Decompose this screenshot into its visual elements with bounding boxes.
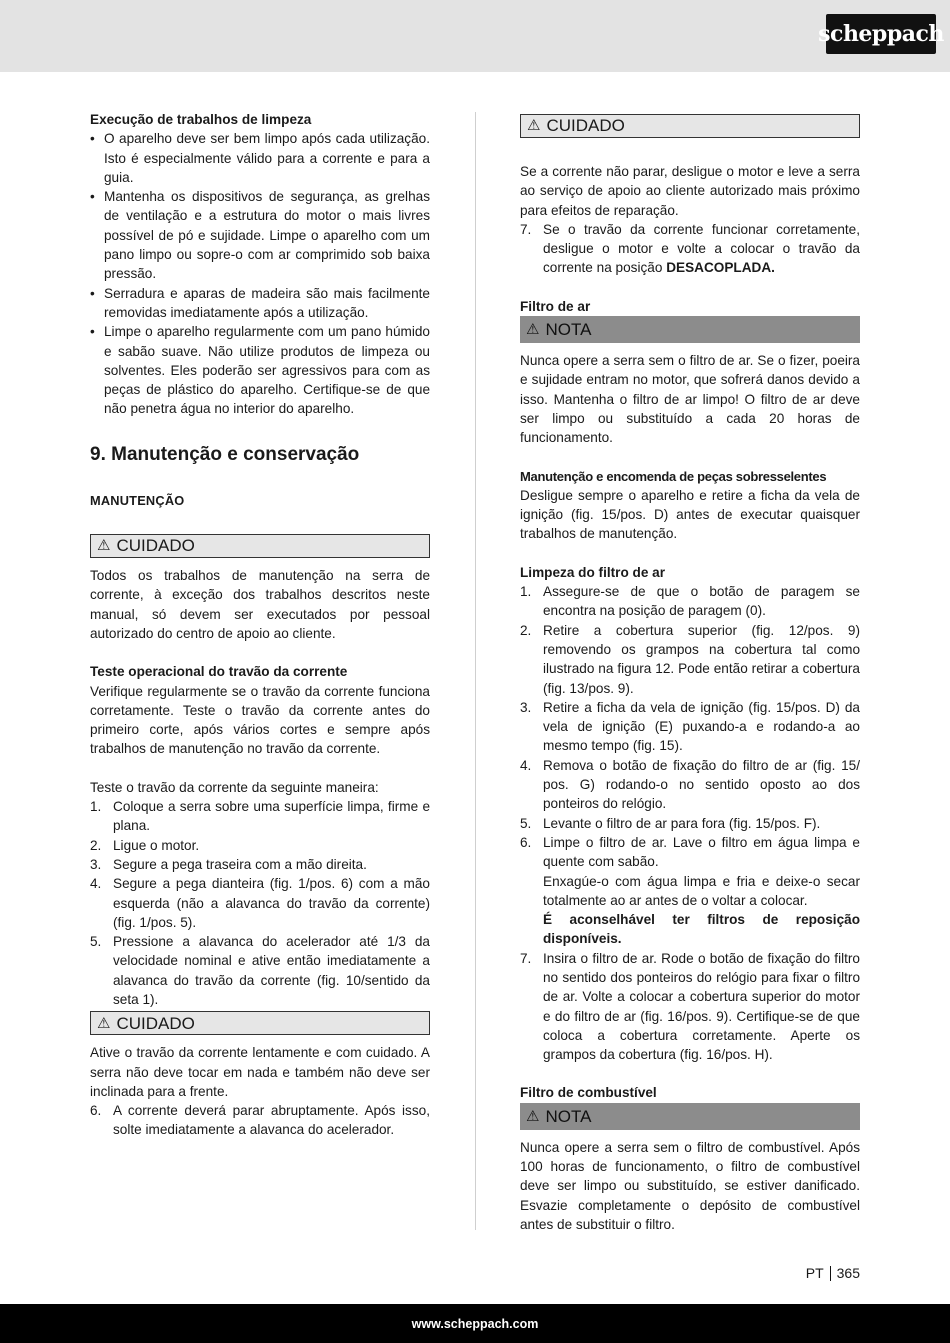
list-item: 2. Retire a cobertura superior (fig. 12/pos. 9) removendo os grampos na cobertura tal como ilustrado na figura 12. Pode então retirar a cobertura (fig. 13/pos. 9).	[520, 622, 860, 696]
list-item: 3. Retire a ficha da vela de ignição (fig. 15/pos. D) da vela de ignição (E) puxando-a e rodando-a ao mesmo tempo (fig. 15).	[520, 699, 860, 754]
brake-step-6	[90, 1101, 430, 1140]
right-column	[520, 114, 860, 1234]
list-item: 7. Se o travão da corrente funcionar corretamente, desligue o motor e volte a colocar o travão da corrente na posição DESACOPLADA.	[520, 221, 860, 276]
caution-label: CUIDADO	[116, 536, 195, 556]
caution-label: CUIDADO	[546, 116, 625, 136]
list-item: 4. Remova o botão de fixação do filtro de ar (fig. 15/ pos. G) rodando-o no sentido oposto ao dos ponteiros do relógio.	[520, 757, 860, 812]
list-item: 4. Segure a pega dianteira (fig. 1/pos. 6) com a mão esquerda (não a alavanca do travão da corrente) (fig. 1/pos. 5).	[90, 876, 430, 930]
note-label: NOTA	[545, 319, 592, 339]
footer-band	[0, 1304, 950, 1343]
warning-triangle-icon: ⚠	[526, 1106, 540, 1125]
fuel-filter-heading: Filtro de combustível	[520, 1085, 657, 1101]
caution-text: Todos os trabalhos de manutenção na serra de corrente, à exceção dos trabalhos descritos neste manual, só devem ser executados por pessoal autorizado do centro de apoio ao cliente.	[90, 568, 430, 641]
brake-intro: Teste o travão da corrente da seguinte maneira:	[90, 779, 379, 795]
note-text: Nunca opere a serra sem o filtro de ar. Se o fizer, poeira e sujidade entram no motor, que sofrerá danos devido a isso. Mantenha o filtro de ar limpo! O filtro de ar deve ser limpo ou substituído a cada 20 horas de funcionamento.	[520, 353, 860, 446]
list-item: • O aparelho deve ser bem limpo após cada utilização. Isto é especialmente válido para a corrente e para a guia.	[90, 129, 430, 187]
warning-triangle-icon: ⚠	[526, 319, 540, 338]
note-box	[520, 1103, 860, 1130]
caution-box	[90, 1011, 430, 1035]
list-item: 1. Assegure-se de que o botão de paragem se encontra na posição de paragem (0).	[520, 584, 860, 619]
caution-text: Ative o travão da corrente lentamente e com cuidado. A serra não deve tocar em nada e também não deve ser inclinada para a frente.	[90, 1045, 430, 1099]
scheppach-logo: scheppach	[826, 14, 936, 54]
header-band	[0, 0, 950, 72]
page-number	[806, 1265, 860, 1281]
column-divider	[475, 112, 476, 1230]
cleaning-heading: Execução de trabalhos de limpeza	[90, 112, 312, 127]
warning-triangle-icon: ⚠	[97, 536, 111, 555]
list-item: • Mantenha os dispositivos de segurança, as grelhas de ventilação e a estrutura do motor o mais livres possível de pó e sujidade. Limpe o aparelho com um pano limpo ou sopre-o com ar comprimido sob baixa pressão.	[90, 187, 430, 283]
page-index: 365	[836, 1265, 860, 1281]
list-item: 1. Coloque a serra sobre uma superfície limpa, firme e plana.	[90, 799, 430, 834]
warning-triangle-icon: ⚠	[97, 1013, 111, 1032]
list-item: 5. Levante o filtro de ar para fora (fig. 15/pos. F).	[520, 815, 821, 831]
spare-parts-heading: Manutenção e encomenda de peças sobresselentes	[520, 468, 827, 484]
left-column	[90, 110, 430, 1140]
caution-label: CUIDADO	[116, 1013, 195, 1033]
list-item: 6. A corrente deverá parar abruptamente. Após isso, solte imediatamente a alavanca do acelerador.	[90, 1103, 430, 1138]
maintenance-heading: MANUTENÇÃO	[90, 492, 185, 508]
spare-parts-text: Desligue sempre o aparelho e retire a ficha da vela de ignição (fig. 15/pos. D) antes de executar quaisquer trabalhos de manutenção.	[520, 487, 860, 542]
list-item: 2. Ligue o motor.	[90, 837, 200, 853]
language-code: PT	[805, 1265, 824, 1281]
brake-heading: Teste operacional do travão da corrente	[90, 664, 348, 680]
list-item: 7. Insira o filtro de ar. Rode o botão de fixação do filtro no sentido dos ponteiros do relógio para fixar o filtro de ar. Volte a colocar a cobertura superior do motor e do filtro de ar (fig. 16/pos. 9). Certifique-se de que coloca a cobertura corretamente. Aperte os grampos da cobertura (fig. 16/pos. H).	[520, 950, 860, 1063]
cleaning-list	[90, 129, 430, 418]
list-item: 6. Limpe o filtro de ar. Lave o filtro em água limpa e quente com sabão. Enxagúe-o com água limpa e fria e deixe-o secar totalmente ao ar antes de o voltar a colocar. É aconselhável ter filtros de reposição disponíveis.	[520, 834, 860, 947]
brake-text: Verifique regularmente se o travão da corrente funciona corretamente. Teste o travão da corrente antes do primeiro corte, após vários cortes e sempre após trabalhos de manutenção no travão da corrente.	[90, 683, 430, 757]
list-item: • Serradura e aparas de madeira são mais facilmente removidas imediatamente após a utilização.	[90, 284, 430, 323]
clean-filter-heading: Limpeza do filtro de ar	[520, 564, 666, 580]
caution-box	[520, 114, 860, 138]
note-text: Nunca opere a serra sem o filtro de combustível. Após 100 horas de funcionamento, o filtro de combustível deve ser limpo ou substituído, se estiver danificado. Esvazie completamente o depósito de combustível antes de substituir o filtro.	[520, 1139, 860, 1232]
warning-triangle-icon: ⚠	[527, 116, 541, 135]
air-filter-heading: Filtro de ar	[520, 298, 591, 314]
separator	[830, 1266, 831, 1281]
brake-steps	[90, 797, 430, 1009]
brake-step-7	[520, 220, 860, 278]
clean-filter-steps	[520, 582, 860, 1064]
note-box	[520, 316, 860, 343]
website-link[interactable]: www.scheppach.com	[411, 1316, 539, 1331]
section-title: 9. Manutenção e conservação	[90, 443, 360, 465]
caution-box	[90, 534, 430, 558]
list-item: 5. Pressione a alavanca do acelerador até 1/3 da velocidade nominal e ative então imediatamente a alavanca do travão da corrente (fig. 10/sentido da seta 1).	[90, 934, 430, 1007]
caution-text: Se a corrente não parar, desligue o motor e leve a serra ao serviço de apoio ao cliente autorizado mais próximo para efeitos de reparação.	[520, 164, 860, 218]
note-label: NOTA	[545, 1106, 592, 1126]
list-item: • Limpe o aparelho regularmente com um pano húmido e sabão suave. Não utilize produtos de limpeza ou solventes. Eles poderão ser agressivos para com as peças de plástico do aparelho. Certifique-se de que não penetra água no interior do aparelho.	[90, 322, 430, 418]
list-item: 3. Segure a pega traseira com a mão direita.	[90, 856, 367, 872]
